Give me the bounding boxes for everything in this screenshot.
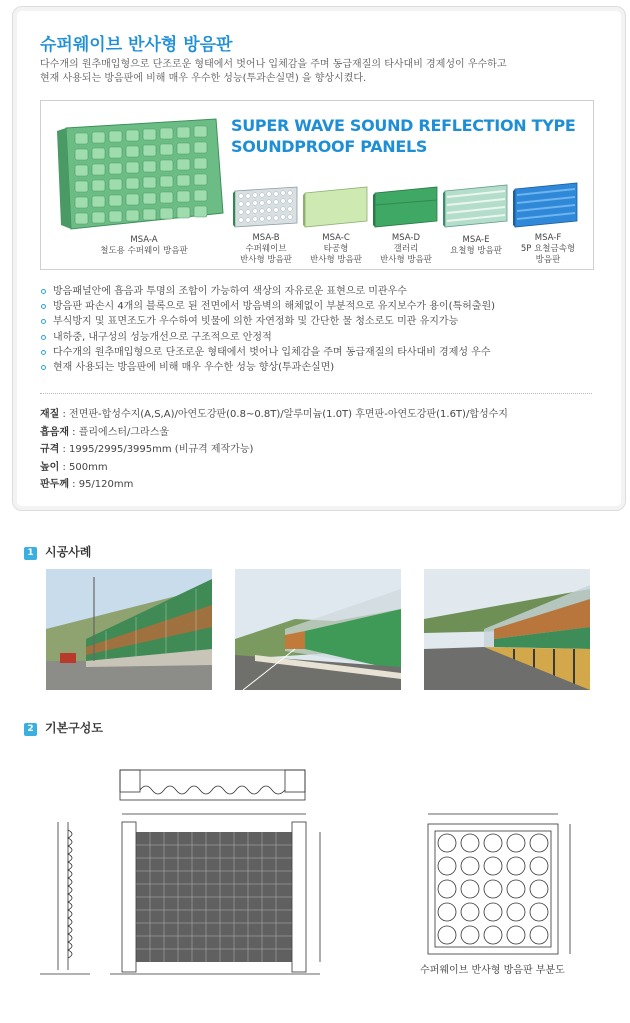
side-view [40, 822, 90, 974]
panel-msa-f-image [513, 181, 579, 231]
panel-msa-e-image [443, 183, 509, 231]
spec-list [40, 406, 508, 494]
product-figure [40, 100, 594, 270]
panel-msa-a-image [51, 113, 226, 233]
feature-item: 다수개의 원추매입형으로 단조로운 형태에서 벗어나 입체감을 주며 동급재질의 타사대비 경제성 우수 [40, 345, 495, 360]
panel-msa-c-image [303, 185, 369, 231]
drawing-caption: 수퍼웨이브 반사형 방음판 부분도 [420, 965, 565, 976]
feature-item: 현재 사용되는 방음판에 비해 매우 우수한 성능 향상(투과손실면) [40, 360, 495, 375]
divider [40, 393, 592, 394]
spec-height: 높이 : 500mm [40, 461, 108, 473]
partial-detail-view [428, 814, 570, 954]
panel-label-msa-a: MSA-A 철도용 수퍼웨이 방음판 [100, 235, 188, 256]
top-section-view [120, 770, 305, 800]
panel-msa-d-image [373, 185, 439, 231]
section-number: 2 [24, 723, 37, 736]
section-number: 1 [24, 547, 37, 560]
section-title: 기본구성도 [45, 721, 103, 735]
feature-list [40, 284, 495, 375]
front-view [110, 814, 320, 974]
feature-item: 방음패널안에 흡음과 투명의 조합이 가능하여 색상의 자유로운 표현으로 미관우수 [40, 284, 495, 299]
intro-line-1: 다수개의 원추매입형으로 단조로운 형태에서 벗어나 입체감을 주며 동급재질의 타사대비 경제성이 우수하고 [40, 59, 507, 70]
spec-material: 재질 : 전면판-합성수지(A,S,A)/아연도강판(0.8~0.8T)/알루미늄(1.0T) 후면판-아연도강판(1.6T)/합성수지 [40, 409, 508, 420]
panel-label-msa-b: MSA-B 수퍼웨이브 반사형 방음판 [240, 233, 292, 265]
panel-label-msa-c: MSA-C 타공형 반사형 방음판 [310, 233, 362, 265]
case-photo-2 [235, 569, 401, 690]
case-photo-1 [46, 569, 212, 690]
panel-label-msa-e: MSA-E 요철형 방음판 [450, 235, 502, 256]
panel-label-msa-f: MSA-F 5P 요철금속형 방음판 [520, 233, 576, 265]
section-heading-cases [24, 543, 91, 560]
case-photo-3 [424, 569, 590, 690]
intro-text [40, 58, 560, 86]
page-title: 슈퍼웨이브 반사형 방음판 [40, 35, 233, 55]
panel-label-msa-d: MSA-D 갤러리 반사형 방음판 [380, 233, 432, 265]
section-title: 시공사례 [45, 545, 92, 559]
panel-msa-b-image [233, 185, 299, 231]
feature-item: 방음판 파손시 4개의 블록으로 된 전면에서 방음벽의 해체없이 부분적으로 유지보수가 용이(특허출원) [40, 299, 495, 314]
spec-absorber: 흡음재 : 플리에스터/그라스울 [40, 426, 170, 438]
feature-item: 내하중, 내구성의 성능개선으로 구조적으로 안정적 [40, 330, 495, 345]
intro-line-2: 현재 사용되는 방음판에 비해 매우 우수한 성능(투과손실면) 을 향상시켰다. [40, 73, 367, 84]
section-heading-structure [24, 719, 103, 736]
spec-size: 규격 : 1995/2995/3995mm (비규격 제작가능) [40, 444, 254, 455]
structure-drawing [30, 760, 610, 990]
figure-heading: SUPER WAVE SOUND REFLECTION TYPE SOUNDPROOF PANELS [231, 116, 576, 156]
feature-item: 부식방지 및 표면조도가 우수하여 빗물에 의한 자연정화 및 간단한 물 청소로도 미관 유지가능 [40, 314, 495, 329]
spec-thickness: 판두께 : 95/120mm [40, 479, 134, 490]
